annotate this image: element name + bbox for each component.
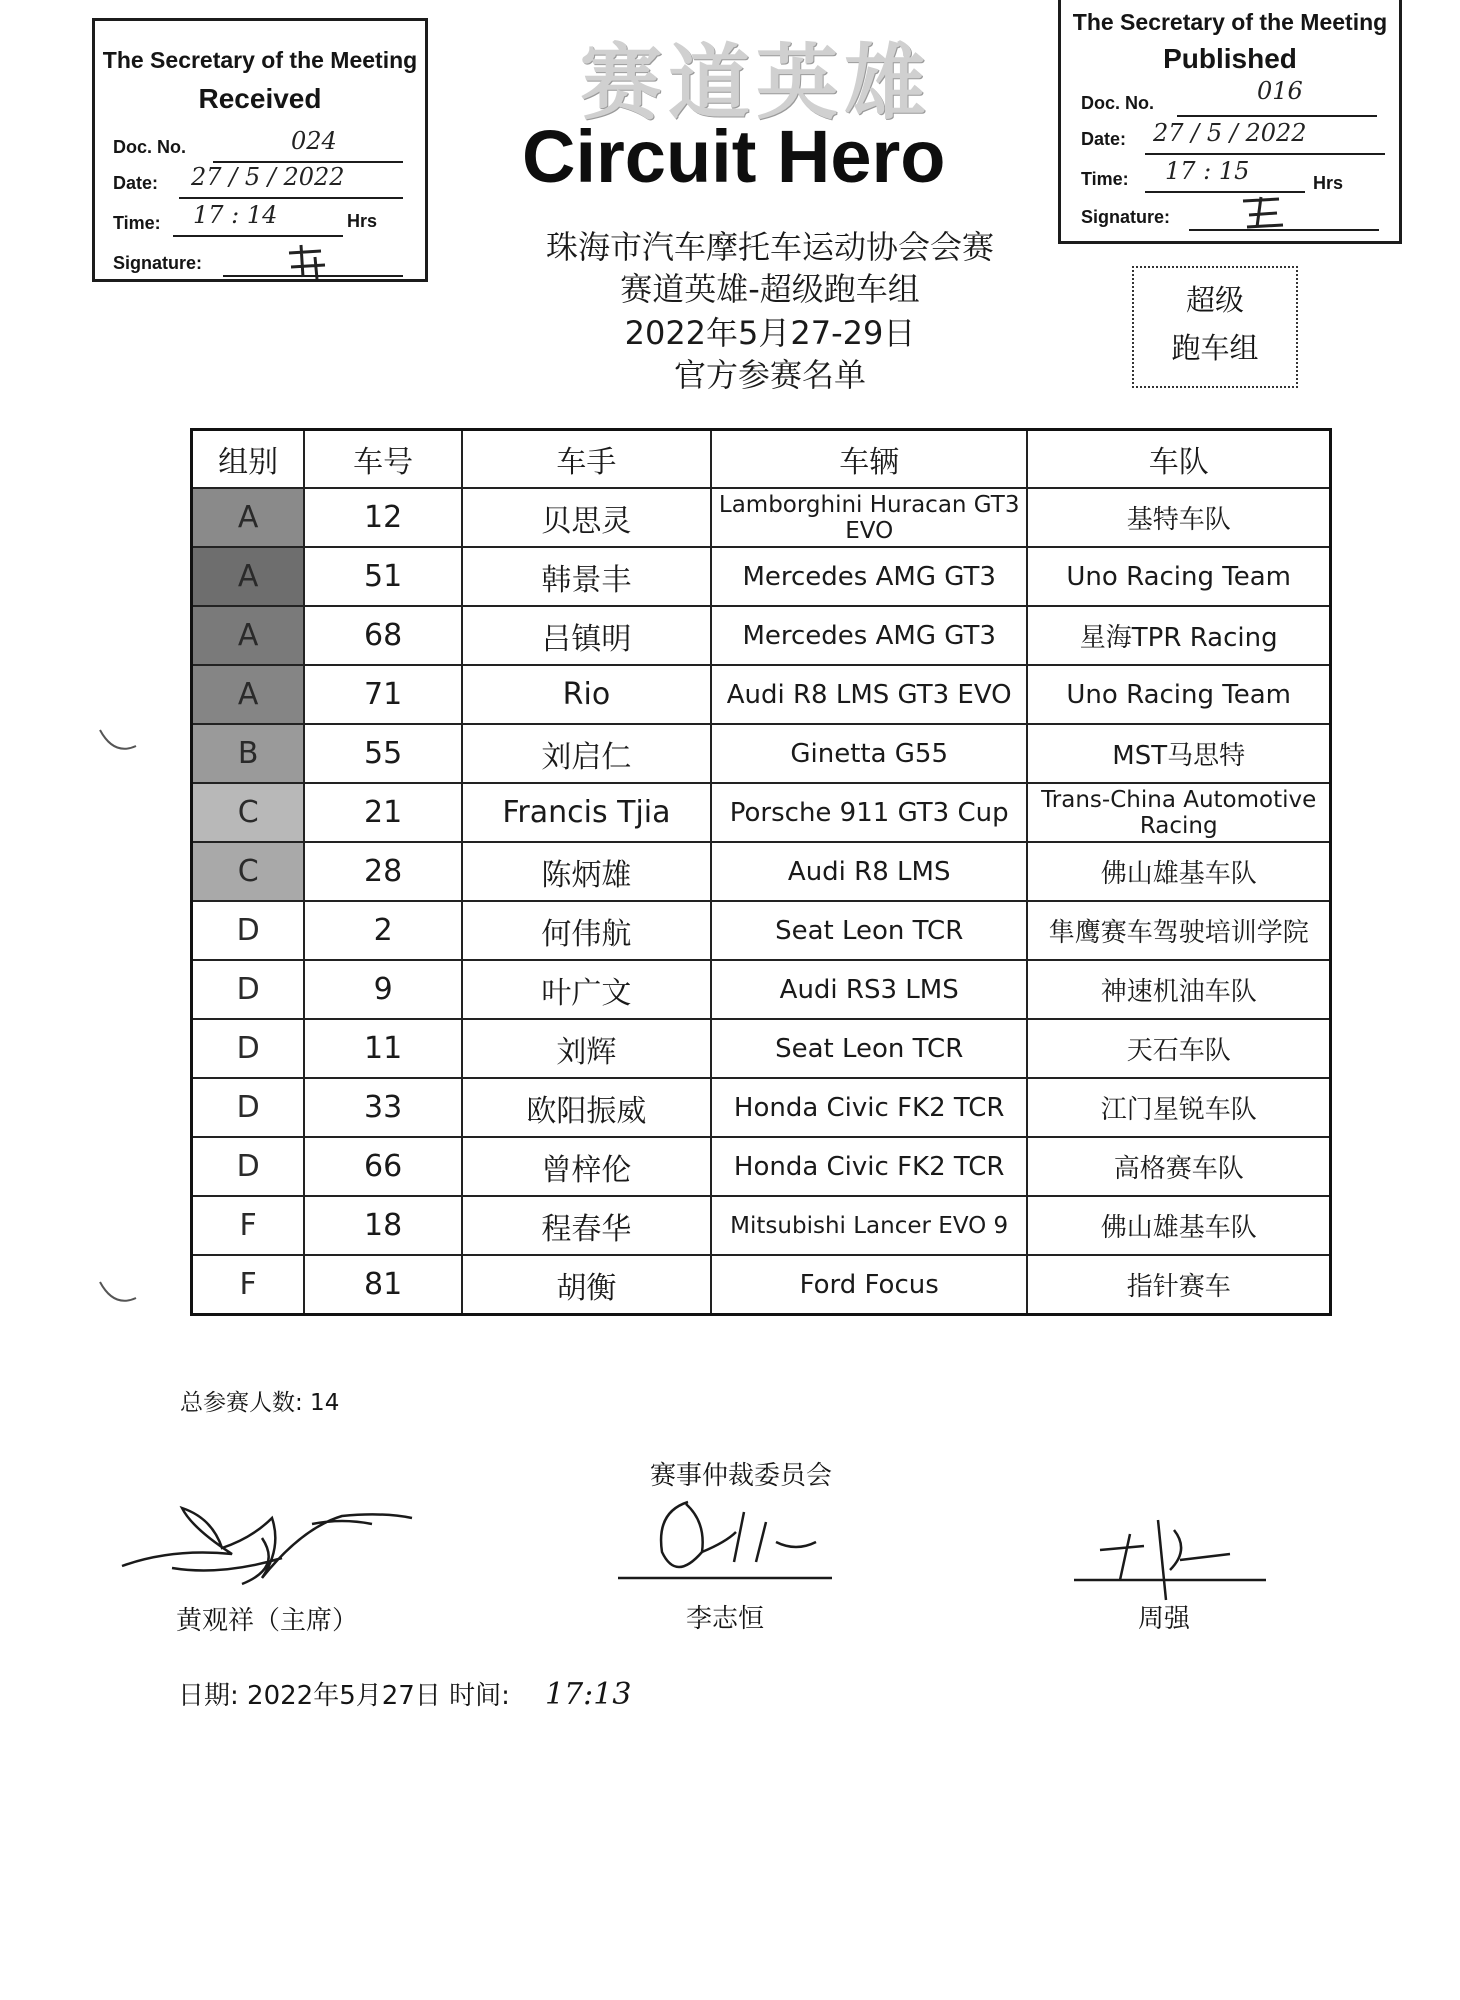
received-time-label: Time: xyxy=(113,213,161,233)
received-time: 17 : 14 xyxy=(193,201,278,229)
received-signature-label: Signature: xyxy=(113,253,203,273)
cell-car: Honda Civic FK2 TCR xyxy=(711,1078,1027,1137)
table-row xyxy=(192,547,1331,606)
cell-driver: 欧阳振威 xyxy=(462,1078,711,1137)
table-row xyxy=(192,1019,1331,1078)
published-doc-no: 016 xyxy=(1257,77,1303,105)
published-stamp-status: Published xyxy=(1163,43,1297,74)
published-time: 17 : 15 xyxy=(1165,157,1250,185)
published-doc-no-label: Doc. No. xyxy=(1081,93,1155,113)
member1-signature xyxy=(616,1482,836,1592)
cell-number: 33 xyxy=(304,1078,462,1137)
header-number: 车号 xyxy=(304,430,462,489)
published-date-label: Date: xyxy=(1081,129,1127,149)
cell-team: 指针赛车 xyxy=(1027,1255,1330,1315)
cell-number: 66 xyxy=(304,1137,462,1196)
cell-group: A xyxy=(192,665,305,724)
table-row xyxy=(192,724,1331,783)
member2-signature xyxy=(1070,1490,1270,1610)
cell-team: 佛山雄基车队 xyxy=(1027,1196,1330,1255)
received-date: 27 / 5 / 2022 xyxy=(191,163,345,191)
cell-group: F xyxy=(192,1196,305,1255)
received-stamp-status: Received xyxy=(198,83,322,114)
published-date: 27 / 5 / 2022 xyxy=(1153,119,1307,147)
cell-number: 21 xyxy=(304,783,462,842)
cell-group: F xyxy=(192,1255,305,1315)
cell-number: 71 xyxy=(304,665,462,724)
committee-title: 赛事仲裁委员会 xyxy=(650,1461,833,1491)
table-row xyxy=(192,1196,1331,1255)
table-row xyxy=(192,1078,1331,1137)
cell-team: 天石车队 xyxy=(1027,1019,1330,1078)
header-dates: 2022年5月27-29日 xyxy=(624,314,916,352)
logo-english: Circuit Hero xyxy=(522,115,946,198)
cell-car: Lamborghini Huracan GT3 EVO xyxy=(711,488,1027,547)
cell-team: Uno Racing Team xyxy=(1027,665,1330,724)
cell-driver: 刘启仁 xyxy=(462,724,711,783)
member1-name: 李志恒 xyxy=(686,1604,765,1634)
table-row xyxy=(192,960,1331,1019)
cell-team: 江门星锐车队 xyxy=(1027,1078,1330,1137)
header-event: 赛道英雄-超级跑车组 xyxy=(620,270,920,308)
cell-driver: 程春华 xyxy=(462,1196,711,1255)
cell-car: Seat Leon TCR xyxy=(711,1019,1027,1078)
cell-number: 81 xyxy=(304,1255,462,1315)
cell-car: Porsche 911 GT3 Cup xyxy=(711,783,1027,842)
entry-list-table xyxy=(190,428,1332,1316)
published-signature-mark xyxy=(1237,193,1297,233)
cell-driver: Rio xyxy=(462,665,711,724)
footer-date-time: 日期: 2022年5月27日 时间: xyxy=(178,1681,510,1711)
cell-group: D xyxy=(192,960,305,1019)
cell-team: Trans-China Automotive Racing xyxy=(1027,783,1330,842)
cell-driver: 吕镇明 xyxy=(462,606,711,665)
cell-number: 2 xyxy=(304,901,462,960)
cell-car: Mercedes AMG GT3 xyxy=(711,606,1027,665)
cell-car: Ginetta G55 xyxy=(711,724,1027,783)
header-organizer: 珠海市汽车摩托车运动协会会赛 xyxy=(545,228,994,266)
cell-team: 神速机油车队 xyxy=(1027,960,1330,1019)
cell-number: 68 xyxy=(304,606,462,665)
cell-car: Audi R8 LMS xyxy=(711,842,1027,901)
chair-name: 黄观祥（主席） xyxy=(176,1606,359,1636)
received-date-label: Date: xyxy=(113,173,159,193)
cell-car: Mercedes AMG GT3 xyxy=(711,547,1027,606)
published-hrs-label: Hrs xyxy=(1313,173,1344,193)
header-car: 车辆 xyxy=(711,430,1027,489)
cell-team: 佛山雄基车队 xyxy=(1027,842,1330,901)
cell-car: Audi R8 LMS GT3 EVO xyxy=(711,665,1027,724)
cell-car: Mitsubishi Lancer EVO 9 xyxy=(711,1196,1027,1255)
cell-team: 基特车队 xyxy=(1027,488,1330,547)
cell-group: A xyxy=(192,488,305,547)
received-hrs-label: Hrs xyxy=(347,211,378,231)
cell-team: MST马思特 xyxy=(1027,724,1330,783)
cell-group: D xyxy=(192,1137,305,1196)
table-row xyxy=(192,606,1331,665)
cell-group: A xyxy=(192,606,305,665)
header-list-title: 官方参赛名单 xyxy=(673,356,866,394)
cell-number: 51 xyxy=(304,547,462,606)
cell-group: D xyxy=(192,901,305,960)
published-time-label: Time: xyxy=(1081,169,1129,189)
header-group: 组别 xyxy=(192,430,305,489)
received-doc-no: 024 xyxy=(291,127,337,155)
cell-driver: 陈炳雄 xyxy=(462,842,711,901)
cell-car: Audi RS3 LMS xyxy=(711,960,1027,1019)
cell-driver: 何伟航 xyxy=(462,901,711,960)
cell-car: Ford Focus xyxy=(711,1255,1027,1315)
table-row xyxy=(192,665,1331,724)
cell-driver: 刘辉 xyxy=(462,1019,711,1078)
cell-driver: 胡衡 xyxy=(462,1255,711,1315)
received-stamp-title: The Secretary of the Meeting xyxy=(102,47,418,73)
received-doc-no-label: Doc. No. xyxy=(113,137,187,157)
punch-hole-mark-lower xyxy=(96,1278,140,1308)
table-header-row xyxy=(192,430,1331,489)
cell-driver: 贝思灵 xyxy=(462,488,711,547)
cell-number: 18 xyxy=(304,1196,462,1255)
table-row xyxy=(192,842,1331,901)
chair-signature xyxy=(112,1488,432,1608)
cell-car: Honda Civic FK2 TCR xyxy=(711,1137,1027,1196)
cell-group: B xyxy=(192,724,305,783)
table-row xyxy=(192,783,1331,842)
cell-driver: Francis Tjia xyxy=(462,783,711,842)
published-stamp-title: The Secretary of the Meeting xyxy=(1072,9,1388,35)
cell-car: Seat Leon TCR xyxy=(711,901,1027,960)
cell-number: 11 xyxy=(304,1019,462,1078)
cell-group: A xyxy=(192,547,305,606)
footer-time-handwritten: 17:13 xyxy=(545,1677,632,1712)
table-row xyxy=(192,1137,1331,1196)
category-line1: 超级 xyxy=(1185,283,1244,317)
header-team: 车队 xyxy=(1027,430,1330,489)
received-signature-mark xyxy=(281,243,341,283)
category-box xyxy=(1132,266,1298,388)
cell-group: D xyxy=(192,1078,305,1137)
cell-team: 高格赛车队 xyxy=(1027,1137,1330,1196)
cell-number: 28 xyxy=(304,842,462,901)
cell-group: C xyxy=(192,842,305,901)
cell-number: 9 xyxy=(304,960,462,1019)
cell-group: C xyxy=(192,783,305,842)
table-row xyxy=(192,901,1331,960)
category-line2: 跑车组 xyxy=(1171,331,1259,365)
total-entries: 总参赛人数: 14 xyxy=(180,1390,340,1416)
punch-hole-mark-upper xyxy=(96,726,140,756)
received-stamp xyxy=(92,18,428,282)
table-row xyxy=(192,1255,1331,1315)
cell-group: D xyxy=(192,1019,305,1078)
published-stamp xyxy=(1058,0,1402,244)
cell-number: 12 xyxy=(304,488,462,547)
cell-driver: 曾梓伦 xyxy=(462,1137,711,1196)
cell-team: Uno Racing Team xyxy=(1027,547,1330,606)
header-driver: 车手 xyxy=(462,430,711,489)
cell-team: 星海TPR Racing xyxy=(1027,606,1330,665)
cell-team: 隼鹰赛车驾驶培训学院 xyxy=(1027,901,1330,960)
member2-name: 周强 xyxy=(1138,1604,1191,1634)
published-signature-label: Signature: xyxy=(1081,207,1171,227)
table-row xyxy=(192,488,1331,547)
logo-chinese: 赛道英雄 xyxy=(580,36,933,131)
cell-driver: 叶广文 xyxy=(462,960,711,1019)
cell-number: 55 xyxy=(304,724,462,783)
cell-driver: 韩景丰 xyxy=(462,547,711,606)
